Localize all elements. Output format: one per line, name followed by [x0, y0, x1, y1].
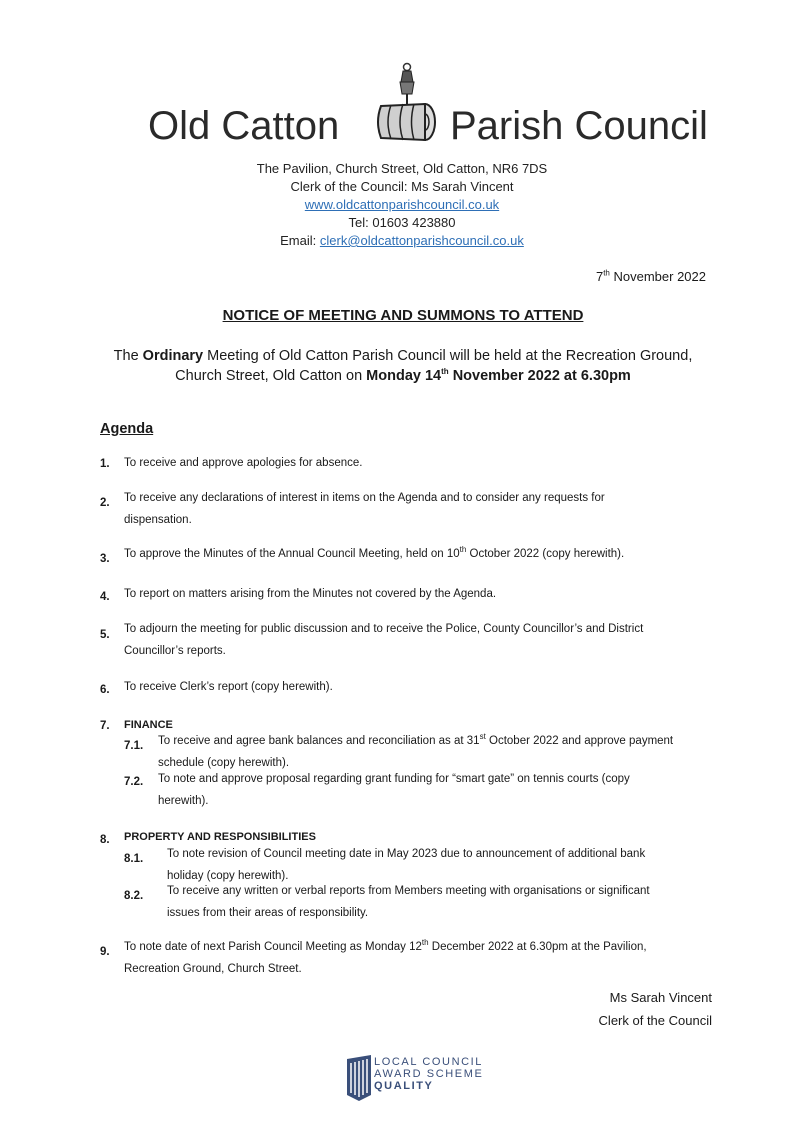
section-heading-finance: FINANCE: [124, 719, 173, 731]
award-scheme-logo-icon: [347, 1055, 371, 1101]
sub-item-text: schedule (copy herewith).: [158, 757, 290, 769]
sub-item-text: holiday (copy herewith).: [167, 870, 289, 882]
award-line-2: AWARD SCHEME: [374, 1068, 484, 1080]
item-text: To note date of next Parish Council Meeting as Monday 12th December 2022 at 6.30pm at the Pavilion,: [124, 938, 647, 953]
item-number: 8.: [100, 834, 110, 846]
sub-item-number: 8.1.: [124, 853, 144, 865]
item-number: 9.: [100, 946, 110, 958]
notice-title: NOTICE OF MEETING AND SUMMONS TO ATTEND: [222, 307, 584, 324]
item-text: Councillor’s reports.: [124, 645, 226, 657]
signature-name: Ms Sarah Vincent: [609, 990, 712, 1005]
item-text: To report on matters arising from the Minutes not covered by the Agenda.: [124, 588, 497, 600]
sub-item-number: 7.1.: [124, 740, 144, 752]
clerk-line: Clerk of the Council: Ms Sarah Vincent: [290, 179, 514, 194]
sub-item-text: To receive and agree bank balances and reconciliation as at 31st October 2022 and approve payment: [158, 732, 674, 747]
item-text: To receive and approve apologies for absence.: [124, 457, 363, 469]
sub-item-text: To receive any written or verbal reports from Members meeting with organisations or significant: [167, 885, 650, 897]
sub-item-text: To note revision of Council meeting date in May 2023 due to announcement of additional bank: [167, 848, 646, 860]
item-number: 3.: [100, 553, 110, 565]
website-link[interactable]: www.oldcattonparishcouncil.co.uk: [304, 197, 500, 212]
sub-item-number: 8.2.: [124, 890, 144, 902]
website-row: [0, 197, 800, 212]
item-text: dispensation.: [124, 514, 192, 526]
address-line: The Pavilion, Church Street, Old Catton, NR6 7DS: [256, 161, 548, 176]
award-line-3: QUALITY: [374, 1080, 434, 1092]
item-number: 6.: [100, 684, 110, 696]
item-number: 1.: [100, 458, 110, 470]
item-number: 5.: [100, 629, 110, 641]
council-name-right: Parish Council: [450, 104, 708, 148]
signature-role: Clerk of the Council: [598, 1013, 712, 1028]
sub-item-text: issues from their areas of responsibility.: [167, 907, 369, 919]
council-crest-icon: [367, 60, 439, 146]
item-text: To receive any declarations of interest in items on the Agenda and to consider any requests for: [124, 492, 605, 504]
tel-line: Tel: 01603 423880: [348, 215, 456, 230]
item-number: 7.: [100, 720, 110, 732]
sub-item-number: 7.2.: [124, 776, 144, 788]
sub-item-text: To note and approve proposal regarding grant funding for “smart gate” on tennis courts (copy: [158, 773, 630, 785]
item-text: To adjourn the meeting for public discussion and to receive the Police, County Councillor’s and District: [124, 623, 644, 635]
email-link[interactable]: clerk@oldcattonparishcouncil.co.uk: [319, 233, 524, 248]
item-number: 2.: [100, 497, 110, 509]
item-text: To receive Clerk’s report (copy herewith).: [124, 681, 333, 693]
sub-item-text: herewith).: [158, 795, 209, 807]
section-heading-property: PROPERTY AND RESPONSIBILITIES: [124, 831, 316, 843]
award-line-1: LOCAL COUNCIL: [374, 1056, 484, 1068]
notice-date: 7th November 2022: [595, 268, 706, 284]
item-text: Recreation Ground, Church Street.: [124, 963, 302, 975]
item-text: To approve the Minutes of the Annual Council Meeting, held on 10th October 2022 (copy herewith).: [124, 545, 625, 560]
intro-line-1: The Ordinary Meeting of Old Catton Parish Council will be held at the Recreation Ground,: [113, 348, 693, 364]
email-label: Email:: [280, 233, 320, 248]
council-name-left: Old Catton: [148, 104, 340, 148]
item-number: 4.: [100, 591, 110, 603]
agenda-heading: Agenda: [100, 421, 154, 437]
intro-line-2: Church Street, Old Catton on Monday 14th November 2022 at 6.30pm: [175, 367, 631, 384]
email-row: [0, 233, 800, 248]
